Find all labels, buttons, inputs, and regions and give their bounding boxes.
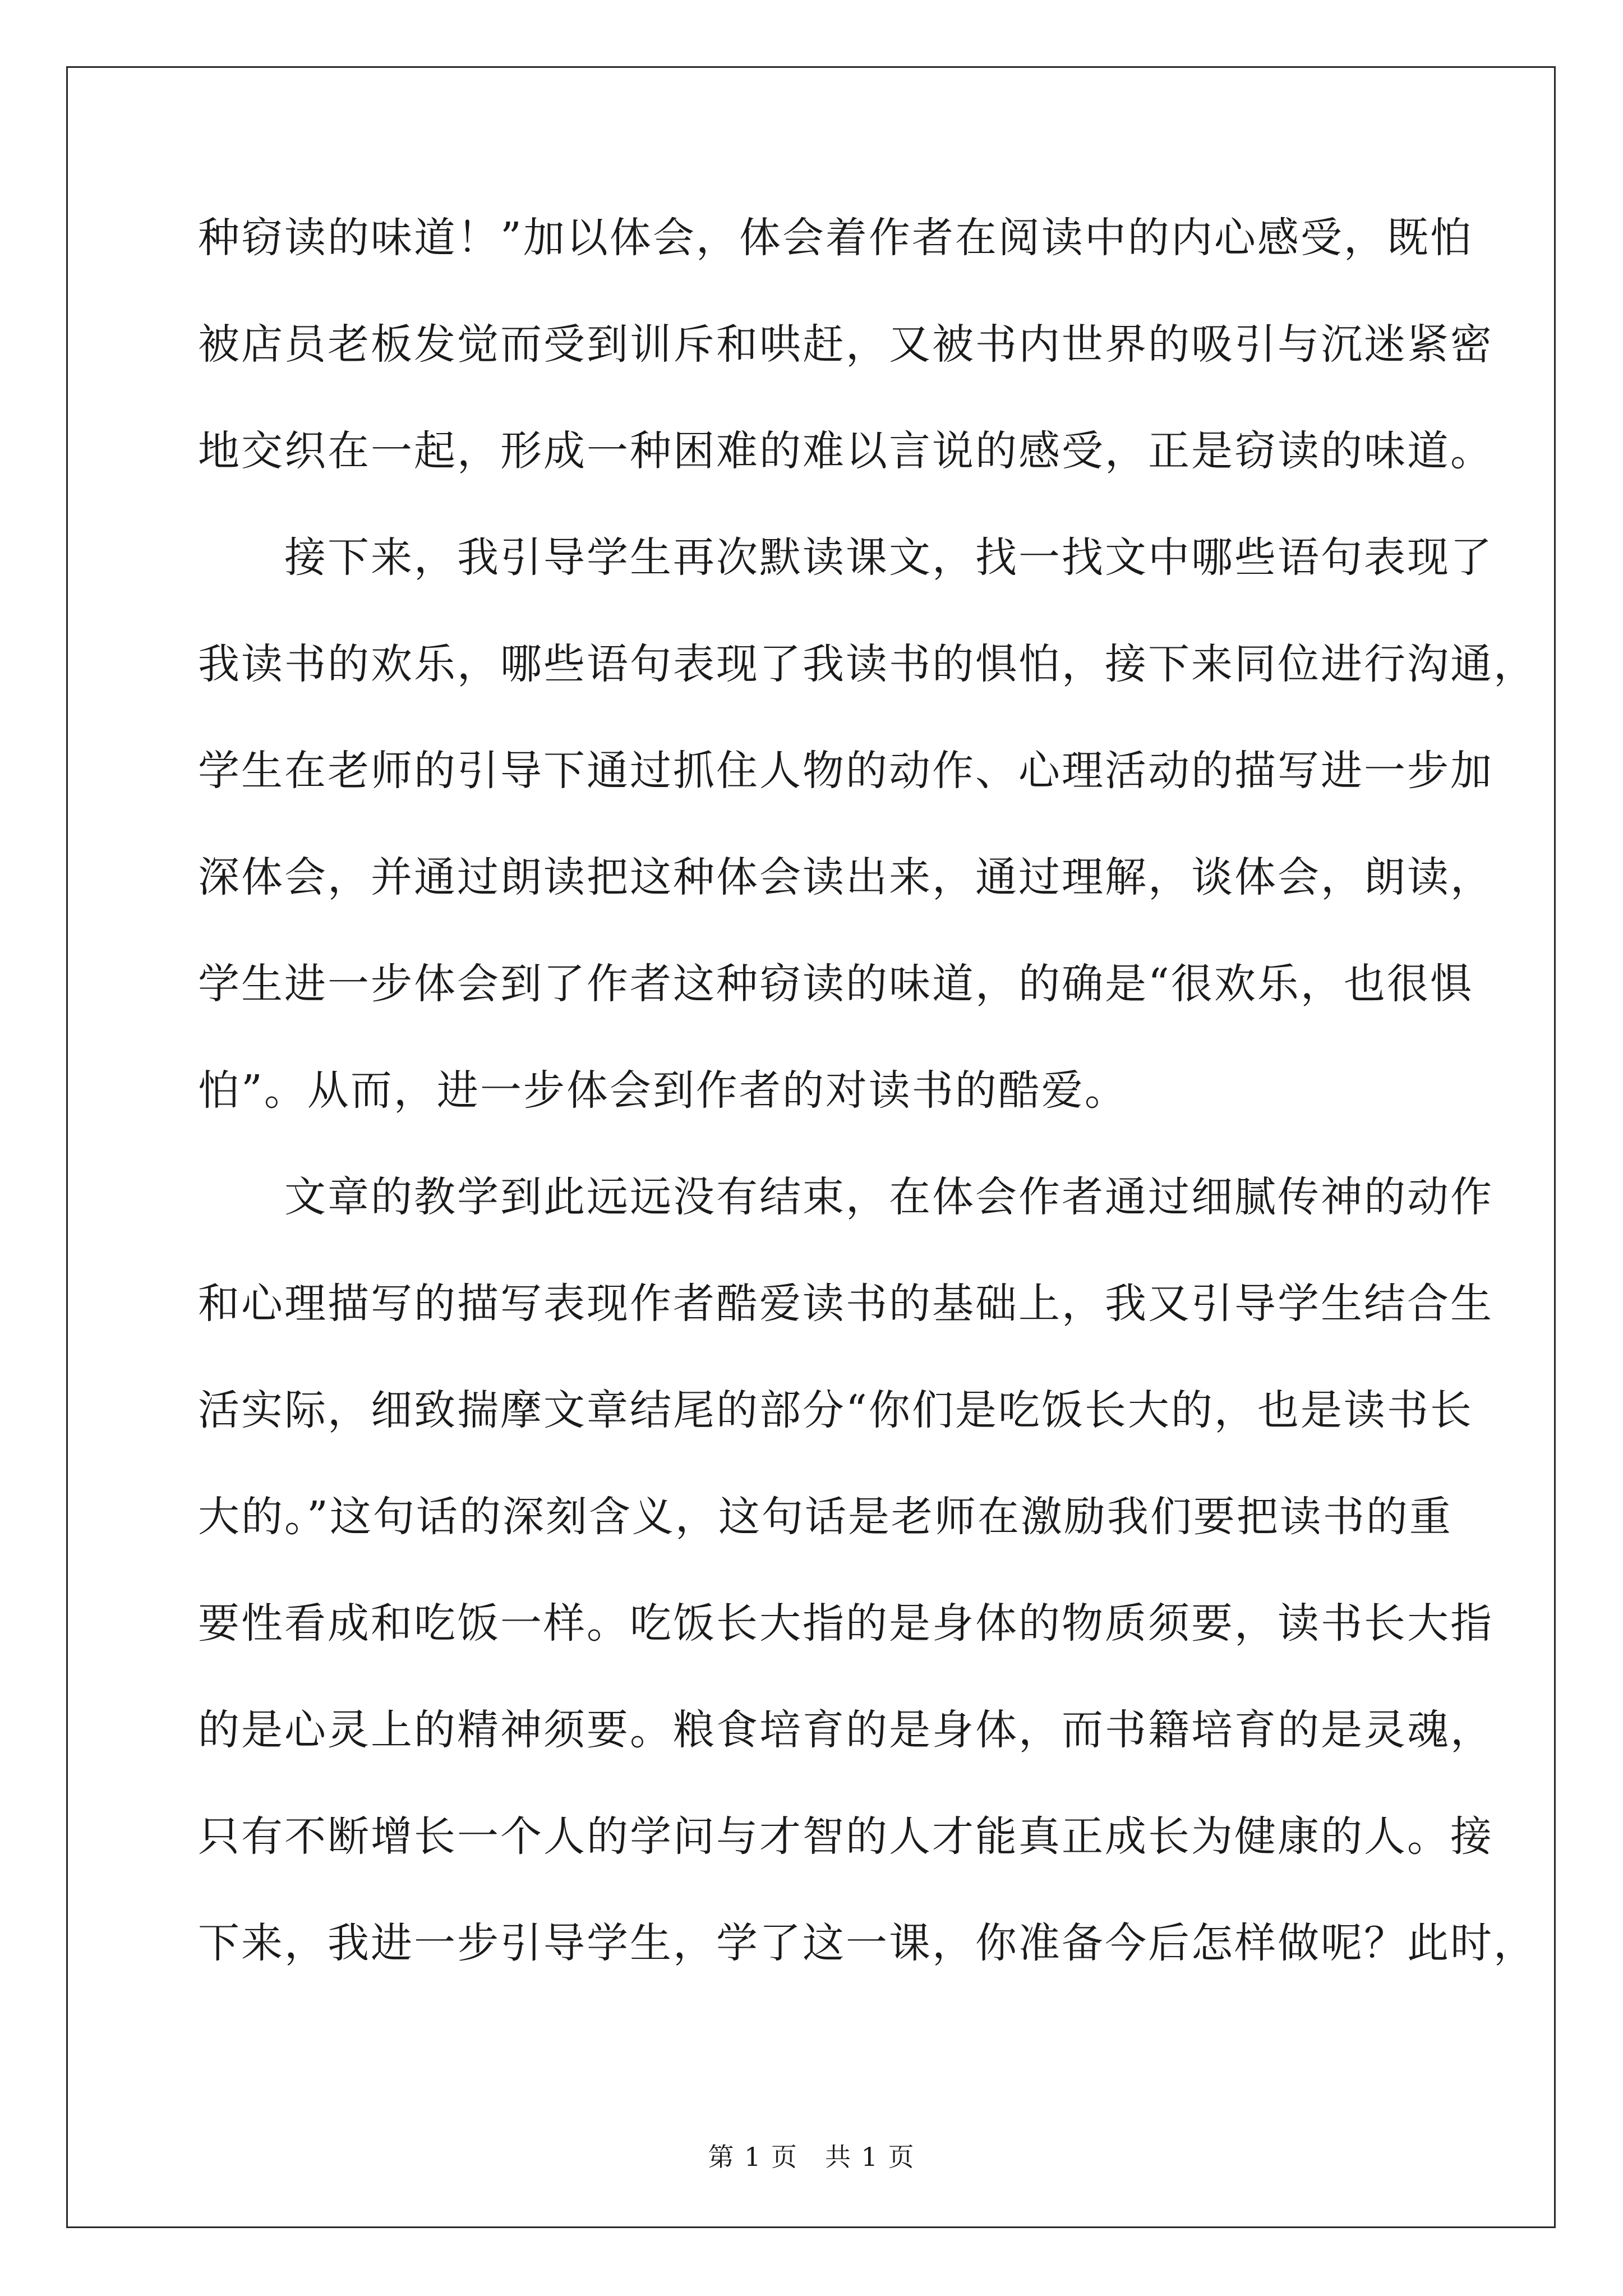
text-line: 和心理描写的描写表现作者酷爱读书的基础上，我又引导学生结合生: [198, 1280, 1493, 1328]
document-body: [198, 212, 1537, 2024]
text-line: 种窃读的味道！”加以体会，体会着作者在阅读中的内心感受，既怕: [198, 214, 1473, 262]
text-line: 地交织在一起，形成一种困难的难以言说的感受，正是窃读的味道。: [198, 427, 1493, 475]
text-line: 文章的教学到此远远没有结束，在体会作者通过细腻传神的动作: [198, 1173, 1493, 1221]
text-line: 只有不断增长一个人的学问与才智的人才能真正成长为健康的人。接: [198, 1812, 1493, 1861]
text-line: 深体会，并通过朗读把这种体会读出来，通过理解，谈体会，朗读，: [198, 853, 1493, 901]
text-line: 学生在老师的引导下通过抓住人物的动作、心理活动的描写进一步加: [198, 747, 1493, 795]
text-line: 我读书的欢乐，哪些语句表现了我读书的惧怕，接下来同位进行沟通，: [198, 640, 1537, 688]
page-number-footer: 第 1 页 共 1 页: [708, 2142, 915, 2172]
text-line: 接下来，我引导学生再次默读课文，找一找文中哪些语句表现了: [198, 533, 1493, 582]
text-line: 大的。”这句话的深刻含义，这句话是老师在激励我们要把读书的重: [198, 1493, 1453, 1541]
text-line: 下来，我进一步引导学生，学了这一课，你准备今后怎样做呢？此时，: [198, 1919, 1537, 1967]
text-line: 被店员老板发觉而受到训斥和哄赶，又被书内世界的吸引与沉迷紧密: [198, 320, 1493, 369]
text-line: 要性看成和吃饭一样。吃饭长大指的是身体的物质须要，读书长大指: [198, 1599, 1493, 1648]
text-line: 的是心灵上的精神须要。粮食培育的是身体，而书籍培育的是灵魂，: [198, 1706, 1493, 1754]
text-line: 活实际，细致揣摩文章结尾的部分“你们是吃饭长大的，也是读书长: [198, 1386, 1473, 1434]
text-line: 学生进一步体会到了作者这种窃读的味道，的确是“很欢乐，也很惧: [198, 960, 1473, 1008]
text-line: 怕”。从而，进一步体会到作者的对读书的酷爱。: [198, 1066, 1128, 1115]
